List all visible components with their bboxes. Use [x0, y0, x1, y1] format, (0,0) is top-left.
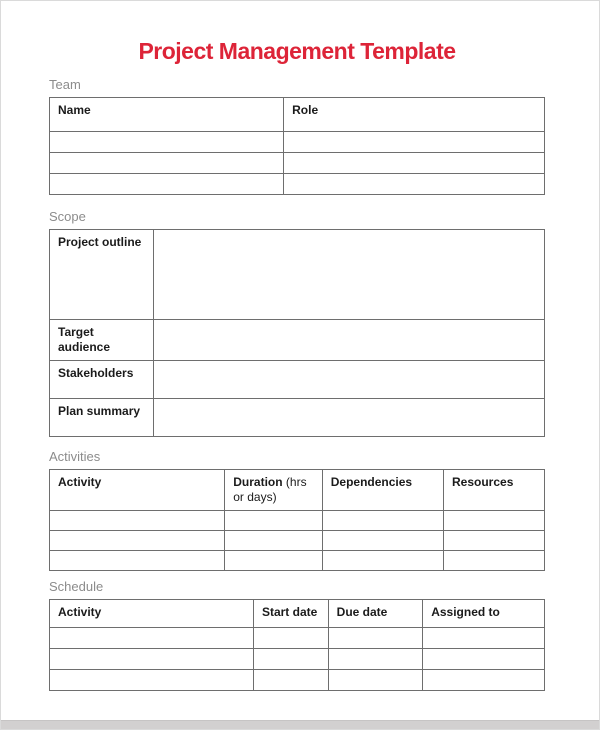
duration-unit-note: (hrs or days) — [233, 475, 307, 504]
start-date-cell-empty — [253, 670, 328, 691]
resources-cell-empty — [444, 511, 545, 531]
due-date-cell-empty — [328, 649, 423, 670]
table-row — [50, 670, 545, 691]
role-cell-empty — [284, 132, 545, 153]
name-cell-empty — [50, 153, 284, 174]
table-row — [50, 551, 545, 571]
name-cell-empty — [50, 132, 284, 153]
schedule-header-activity: Activity — [50, 600, 254, 628]
section-label-scope: Scope — [49, 209, 86, 224]
schedule-table — [49, 599, 545, 691]
team-header-name: Name — [50, 98, 284, 132]
assigned-to-cell-empty — [423, 628, 545, 649]
resources-cell-empty — [444, 551, 545, 571]
scope-row-value-empty — [153, 399, 544, 437]
table-row — [50, 320, 545, 361]
resources-cell-empty — [444, 531, 545, 551]
table-row — [50, 531, 545, 551]
duration-cell-empty — [225, 511, 323, 531]
table-row — [50, 628, 545, 649]
scope-table — [49, 229, 545, 437]
name-cell-empty — [50, 174, 284, 195]
table-row — [50, 361, 545, 399]
due-date-cell-empty — [328, 628, 423, 649]
table-row — [50, 174, 545, 195]
scope-row-label: Stakeholders — [50, 361, 154, 399]
schedule-header-assigned-to: Assigned to — [423, 600, 545, 628]
page-bottom-strip — [1, 720, 599, 729]
scope-row-value-empty — [153, 361, 544, 399]
activities-header-resources: Resources — [444, 470, 545, 511]
role-cell-empty — [284, 174, 545, 195]
activities-header-row — [50, 470, 545, 511]
table-row — [50, 649, 545, 670]
schedule-header-start-date: Start date — [253, 600, 328, 628]
role-cell-empty — [284, 153, 545, 174]
section-label-team: Team — [49, 77, 81, 92]
table-row — [50, 153, 545, 174]
due-date-cell-empty — [328, 670, 423, 691]
activities-header-activity: Activity — [50, 470, 225, 511]
page-title: Project Management Template — [138, 38, 456, 64]
scope-row-label: Project outline — [50, 230, 154, 320]
activity-cell-empty — [50, 649, 254, 670]
activity-cell-empty — [50, 531, 225, 551]
table-row — [50, 132, 545, 153]
scope-row-value-empty — [153, 230, 544, 320]
table-row — [50, 399, 545, 437]
scope-row-value-empty — [153, 320, 544, 361]
section-label-schedule: Schedule — [49, 579, 104, 594]
schedule-header-row — [50, 600, 545, 628]
schedule-header-due-date: Due date — [328, 600, 423, 628]
activity-cell-empty — [50, 670, 254, 691]
scope-row-label: Target audience — [50, 320, 154, 361]
activities-table — [49, 469, 545, 571]
assigned-to-cell-empty — [423, 670, 545, 691]
scope-row-label: Plan summary — [50, 399, 154, 437]
dependencies-cell-empty — [322, 551, 443, 571]
duration-cell-empty — [225, 551, 323, 571]
section-label-activities: Activities — [49, 449, 101, 464]
page-content — [1, 1, 599, 691]
dependencies-cell-empty — [322, 531, 443, 551]
activities-header-dependencies: Dependencies — [322, 470, 443, 511]
activities-header-duration: Duration (hrs or days) — [225, 470, 323, 511]
activity-cell-empty — [50, 511, 225, 531]
activity-cell-empty — [50, 551, 225, 571]
start-date-cell-empty — [253, 649, 328, 670]
activity-cell-empty — [50, 628, 254, 649]
table-row — [50, 511, 545, 531]
team-header-row — [50, 98, 545, 132]
table-row — [50, 230, 545, 320]
assigned-to-cell-empty — [423, 649, 545, 670]
duration-cell-empty — [225, 531, 323, 551]
team-header-role: Role — [284, 98, 545, 132]
start-date-cell-empty — [253, 628, 328, 649]
dependencies-cell-empty — [322, 511, 443, 531]
team-table — [49, 97, 545, 195]
